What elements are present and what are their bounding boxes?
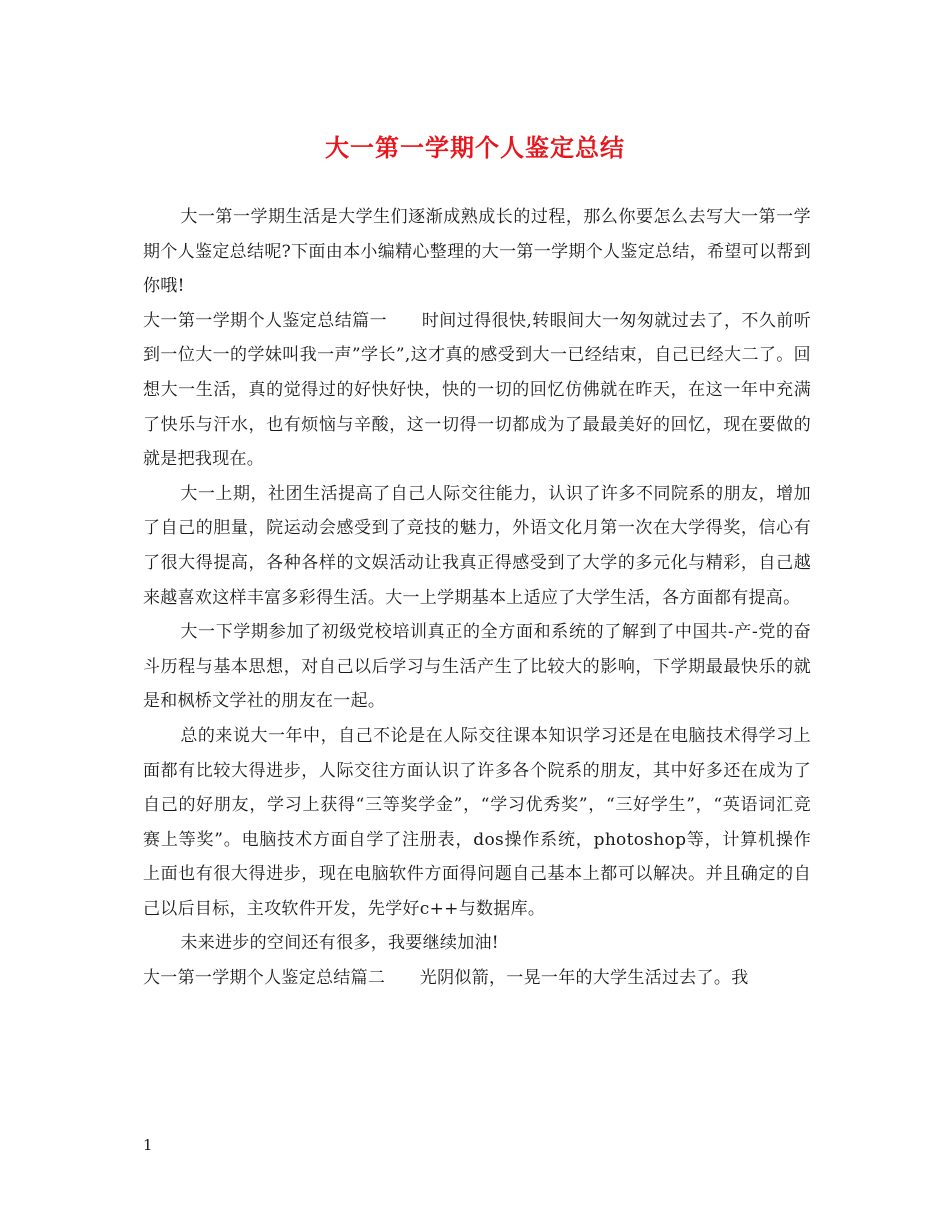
paragraph-summary: 总的来说大一年中，自己不论是在人际交往课本知识学习还是在电脑技术得学习上面都有比较大得进步，人际交往方面认识了许多各个院系的朋友，其中好多还在成为了自己的好朋友，学习上获得“三等奖学金”，“学习优秀奖”，“三好学生”，“英语词汇竞赛上等奖”。电脑技术方面自学了注册表，dos操作系统，photoshop等，计算机操作上面也有很大得进步，现在电脑软件方面得问题自己基本上都可以解决。并且确定的自己以后目标，主攻软件开发，先学好c++与数据库。 <box>143 725 811 919</box>
page-number: 1 <box>143 1136 153 1154</box>
document-title: 大一第一学期个人鉴定总结 <box>325 133 625 162</box>
paragraph-second-semester: 大一下学期参加了初级党校培训真正的全方面和系统的了解到了中国共-产-党的奋斗历程与基本思想，对自己以后学习与生活产生了比较大的影响，下学期最最快乐的就是和枫桥文学社的朋友在一起。 <box>143 622 811 712</box>
paragraph-intro: 大一第一学期生活是大学生们逐渐成熟成长的过程，那么你要怎么去写大一第一学期个人鉴定总结呢?下面由本小编精心整理的大一第一学期个人鉴定总结，希望可以帮到你哦! <box>143 207 811 297</box>
paragraph-future: 未来进步的空间还有很多，我要继续加油! <box>180 933 499 954</box>
document-body <box>143 200 811 996</box>
paragraph-first-semester: 大一上期，社团生活提高了自己人际交往能力，认识了许多不同院系的朋友，增加了自己的胆量，院运动会感受到了竞技的魅力，外语文化月第一次在大学得奖，信心有了很大得提高，各种各样的文娱活动让我真正得感受到了大学的多元化与精彩，自己越来越喜欢这样丰富多彩得生活。大一上学期基本上适应了大学生活，各方面都有提高。 <box>143 483 811 608</box>
paragraph-part-one: 大一第一学期个人鉴定总结篇一 时间过得很快,转眼间大一匆匆就过去了，不久前听到一位大一的学妹叫我一声”学长”,这才真的感受到大一已经结束，自己已经大二了。回想大一生活，真的觉得过的好快好快，快的一切的回忆仿佛就在昨天，在这一年中充满了快乐与汗水，也有烦恼与辛酸，这一切得一切都成为了最最美好的回忆，现在要做的就是把我现在。 <box>143 310 811 470</box>
paragraph-part-two: 大一第一学期个人鉴定总结篇二 光阴似箭，一晃一年的大学生活过去了。我 <box>143 968 749 989</box>
